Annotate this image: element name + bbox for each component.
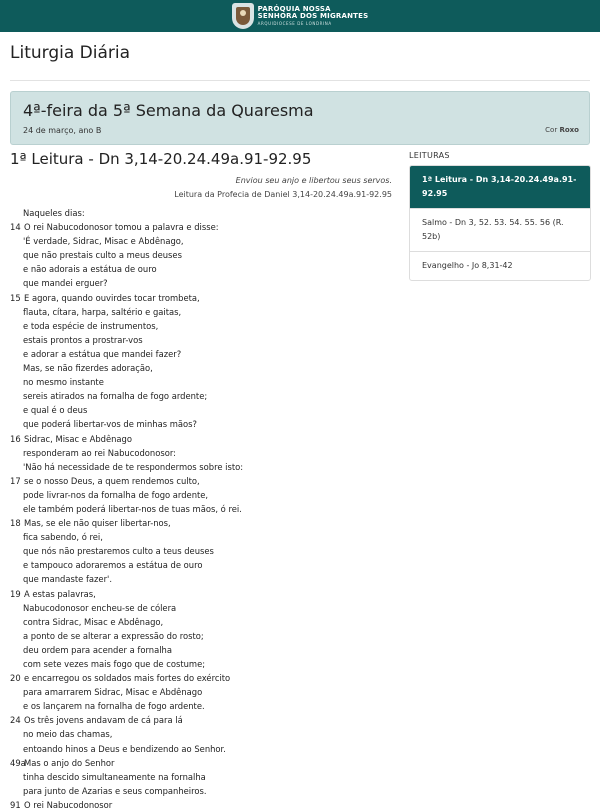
verse-number <box>10 699 23 713</box>
verse-number <box>10 389 23 403</box>
verse-text: O rei Nabucodonosor <box>24 799 113 810</box>
verse-text: que mandei erguer? <box>23 278 108 289</box>
verse-text: Mas, se não fizerdes adoração, <box>23 363 153 374</box>
brand-line-2: SENHORA DOS MIGRANTES <box>257 12 369 20</box>
brand-line-1: PARÓQUIA NOSSA <box>257 5 331 13</box>
verse-number <box>10 488 23 502</box>
verse-line <box>10 587 392 601</box>
verse-text: flauta, cítara, harpa, saltério e gaitas, <box>23 306 182 317</box>
verse-number <box>10 544 23 558</box>
reading-refrain: Enviou seu anjo e libertou seus servos. <box>235 176 392 185</box>
brand-line-3: ARQUIDIOCESE DE LONDRINA <box>257 21 332 26</box>
verse-line <box>10 615 392 629</box>
verse-line <box>10 417 392 431</box>
verse-text: e toda espécie de instrumentos, <box>23 320 159 331</box>
verse-text: Mas o anjo do Senhor <box>24 757 115 768</box>
verse-number <box>10 530 23 544</box>
verse-line <box>10 488 392 502</box>
parish-shield-icon <box>232 3 254 29</box>
verse-text: e qual é o deus <box>23 405 88 416</box>
verse-line <box>10 699 392 713</box>
liturgical-day-banner <box>10 91 590 145</box>
verse-text: E agora, quando ouvirdes tocar trombeta, <box>24 292 200 303</box>
verse-line <box>10 262 392 276</box>
verse-text: 'Não há necessidade de te respondermos sobre isto: <box>23 461 244 472</box>
page-title: Liturgia Diária <box>10 43 131 63</box>
verse-number <box>10 361 23 375</box>
verse-line <box>10 530 392 544</box>
top-navbar <box>0 0 600 32</box>
verse-number: 16 <box>10 433 21 444</box>
verse-text: a ponto de se alterar a expressão do rosto; <box>23 630 204 641</box>
verse-line <box>10 742 392 756</box>
verse-text: para junto de Azarias e seus companheiros. <box>23 785 207 796</box>
verse-text: e adorar a estátua que mandei fazer? <box>23 348 182 359</box>
verse-number <box>10 248 23 262</box>
verse-line <box>10 713 392 727</box>
verse-text: entoando hinos a Deus e bendizendo ao Senhor. <box>23 743 226 754</box>
verse-line <box>10 601 392 615</box>
verse-number <box>10 262 23 276</box>
reading-content <box>10 150 392 812</box>
verse-line <box>10 798 392 812</box>
reading-link-2[interactable]: Salmo - Dn 3, 52. 53. 54. 55. 56 (R. 52b) <box>410 208 590 251</box>
readings-list <box>409 165 591 281</box>
reading-title: 1ª Leitura - Dn 3,14-20.24.49a.91-92.95 <box>10 150 312 168</box>
verse-text: O rei Nabucodonosor tomou a palavra e disse: <box>24 222 219 233</box>
verse-text: fica sabendo, ó rei, <box>23 532 103 543</box>
verse-line <box>10 220 392 234</box>
verse-number <box>10 742 23 756</box>
verse-number <box>10 770 23 784</box>
verse-number <box>10 502 23 516</box>
verse-line <box>10 558 392 572</box>
verse-number <box>10 375 23 389</box>
verse-line <box>10 319 392 333</box>
verse-text: ele também poderá libertar-nos de tuas mãos, ó rei. <box>23 503 242 514</box>
verse-line <box>10 375 392 389</box>
verse-text: e os lançarem na fornalha de fogo ardente. <box>23 701 205 712</box>
verse-number <box>10 643 23 657</box>
verse-line <box>10 770 392 784</box>
verse-number <box>10 305 23 319</box>
reading-link-3[interactable]: Evangelho - Jo 8,31-42 <box>410 251 590 280</box>
verse-text: com sete vezes mais fogo que de costume; <box>23 659 206 669</box>
verse-number <box>10 629 23 643</box>
verse-number: 15 <box>10 292 21 303</box>
verse-line <box>10 784 392 798</box>
verse-number: 20 <box>10 673 21 684</box>
verse-text: Nabucodonosor encheu-se de cólera <box>23 602 177 613</box>
verse-number <box>10 615 23 629</box>
verse-line <box>10 756 392 770</box>
verse-text: que nós não prestaremos culto a teus deuses <box>23 546 214 557</box>
verse-line <box>10 474 392 488</box>
liturgical-color-label: Cor <box>545 126 558 134</box>
verse-line <box>10 643 392 657</box>
verse-text: no meio das chamas, <box>23 729 113 740</box>
liturgical-day-title: 4ª-feira da 5ª Semana da Quaresma <box>23 101 314 120</box>
verse-line <box>10 389 392 403</box>
verse-line <box>10 305 392 319</box>
verse-number <box>10 333 23 347</box>
verse-text: contra Sidrac, Misac e Abdênago, <box>23 616 164 627</box>
verse-number <box>10 460 23 474</box>
verse-line <box>10 544 392 558</box>
verse-line <box>10 347 392 361</box>
verse-number <box>10 403 23 417</box>
reading-link-1[interactable]: 1ª Leitura - Dn 3,14-20.24.49a.91-92.95 <box>410 166 590 208</box>
verse-number: 24 <box>10 715 21 726</box>
verse-number <box>10 417 23 431</box>
verse-number: 49a <box>10 757 26 768</box>
verse-number: 19 <box>10 588 21 599</box>
verse-line <box>10 446 392 460</box>
verse-line <box>10 361 392 375</box>
verse-line <box>10 516 392 530</box>
verse-number: 91 <box>10 799 21 810</box>
verse-text: para amarrarem Sidrac, Misac e Abdênago <box>23 687 203 698</box>
title-divider <box>10 80 590 81</box>
verse-line <box>10 276 392 290</box>
verse-number: 17 <box>10 475 21 486</box>
verse-text: deu ordem para acender a fornalha <box>23 644 172 655</box>
verse-number <box>10 558 23 572</box>
verse-number <box>10 446 23 460</box>
reading-verses <box>10 206 392 812</box>
verse-text: que não prestais culto a meus deuses <box>23 250 182 261</box>
verse-line <box>10 685 392 699</box>
brand-logo-link[interactable] <box>232 3 369 29</box>
verse-text: no mesmo instante <box>23 377 104 388</box>
verse-line <box>10 234 392 248</box>
verse-text: tinha descido simultaneamente na fornalha <box>23 771 206 782</box>
verse-line <box>10 333 392 347</box>
verse-text: que poderá libertar-vos de minhas mãos? <box>23 419 197 430</box>
verse-line <box>10 403 392 417</box>
verse-text: Mas, se ele não quiser libertar-nos, <box>24 518 171 529</box>
liturgical-color-value: Roxo <box>559 126 579 134</box>
verse-number <box>10 319 23 333</box>
verse-text: Sidrac, Misac e Abdênago <box>24 433 132 444</box>
brand-text <box>258 6 369 26</box>
verse-text: pode livrar-nos da fornalha de fogo ardente, <box>23 489 209 500</box>
verse-number: 14 <box>10 222 21 233</box>
liturgical-date: 24 de março, ano B <box>23 126 102 135</box>
verse-number <box>10 276 23 290</box>
verse-line <box>10 206 392 220</box>
verse-line <box>10 629 392 643</box>
verse-number <box>10 347 23 361</box>
verse-number <box>10 657 23 671</box>
verse-number <box>10 206 23 220</box>
verse-text: e tampouco adoraremos a estátua de ouro <box>23 560 203 571</box>
verse-line <box>10 432 392 446</box>
liturgical-color <box>545 126 579 134</box>
verse-number <box>10 572 23 586</box>
verse-line <box>10 502 392 516</box>
verse-number <box>10 727 23 741</box>
verse-line <box>10 671 392 685</box>
verse-text: 'É verdade, Sidrac, Misac e Abdênago, <box>23 236 184 247</box>
reading-source: Leitura da Profecia de Daniel 3,14-20.24.49a.91-92.95 <box>174 190 392 199</box>
verse-number <box>10 685 23 699</box>
verse-text: que mandaste fazer'. <box>23 574 112 585</box>
verse-line <box>10 657 392 671</box>
verse-text: e encarregou os soldados mais fortes do exército <box>24 673 231 684</box>
verse-text: se o nosso Deus, a quem rendemos culto, <box>24 475 200 486</box>
verse-number <box>10 784 23 798</box>
verse-text: Os três jovens andavam de cá para lá <box>24 715 183 726</box>
verse-line <box>10 460 392 474</box>
verse-number: 18 <box>10 518 21 529</box>
verse-line <box>10 727 392 741</box>
verse-text: sereis atirados na fornalha de fogo ardente; <box>23 391 208 402</box>
verse-text: Naqueles dias: <box>23 208 85 218</box>
verse-line <box>10 248 392 262</box>
verse-text: A estas palavras, <box>24 588 96 599</box>
verse-number <box>10 234 23 248</box>
verse-text: e não adorais a estátua de ouro <box>23 264 157 275</box>
readings-sidebar <box>409 151 591 281</box>
sidebar-label: LEITURAS <box>409 151 450 160</box>
verse-text: responderam ao rei Nabucodonosor: <box>23 447 176 458</box>
verse-line <box>10 572 392 586</box>
verse-text: estais prontos a prostrar-vos <box>23 334 143 345</box>
verse-number <box>10 601 23 615</box>
verse-line <box>10 291 392 305</box>
